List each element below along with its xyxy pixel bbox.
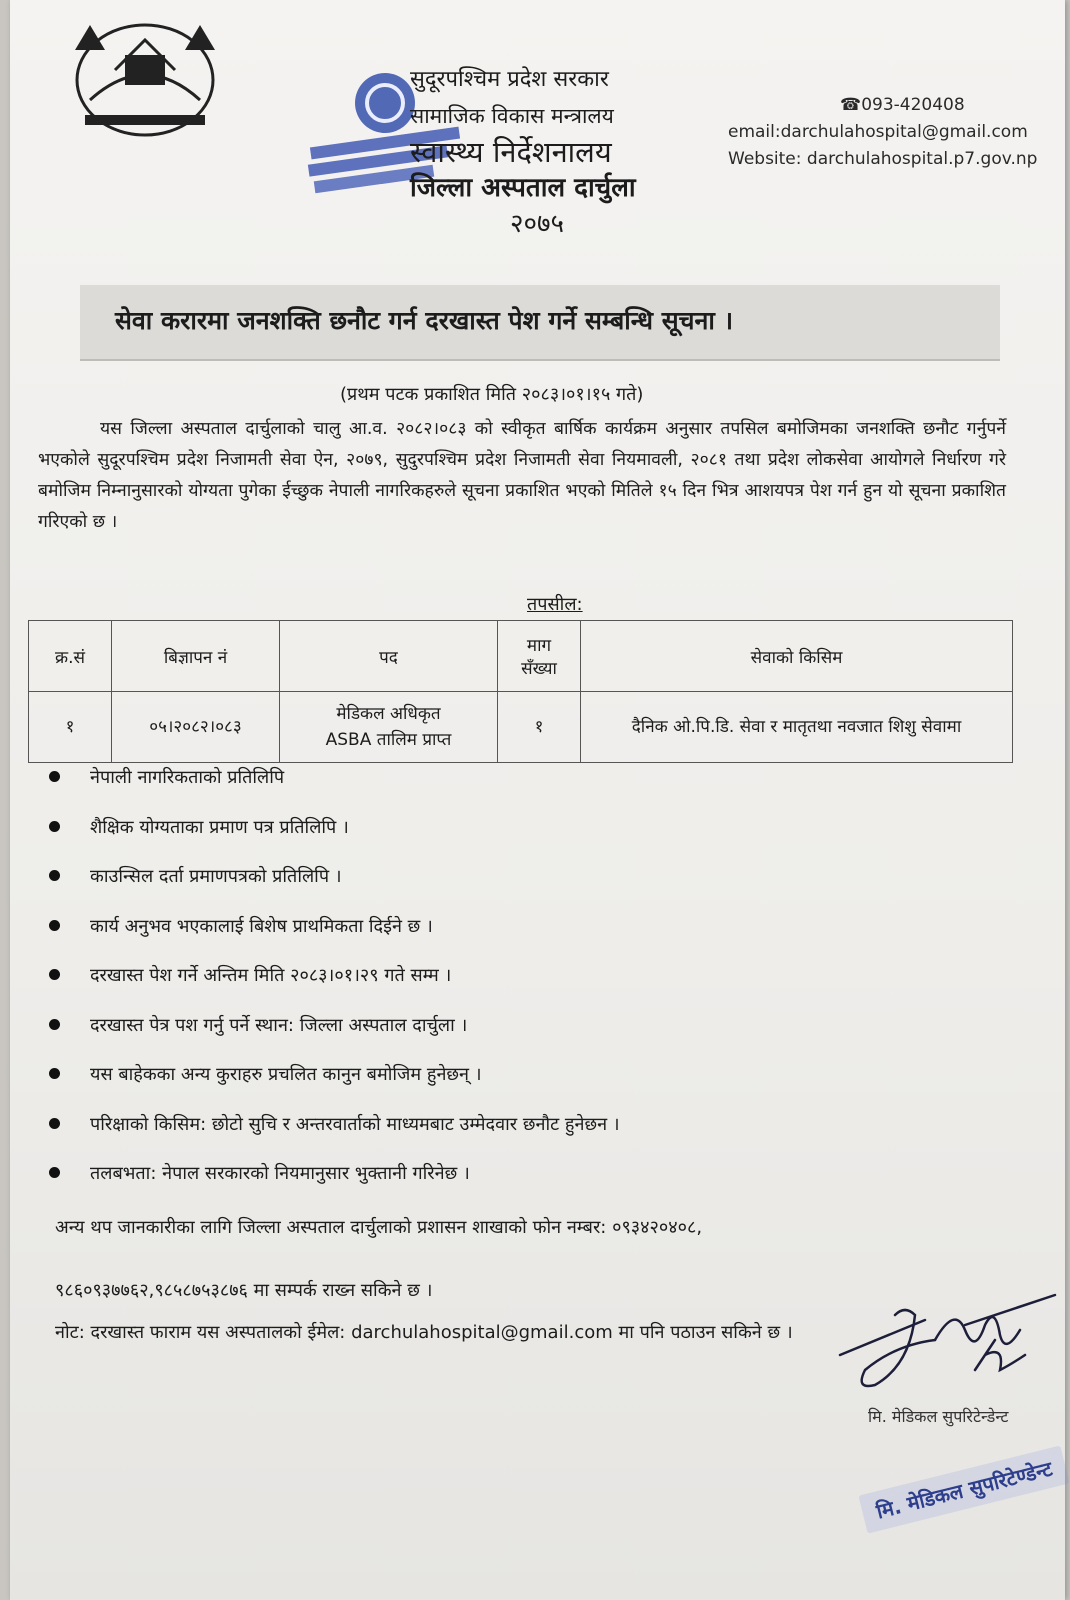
cell-sn: १ <box>29 692 112 763</box>
signature-icon <box>835 1285 1065 1405</box>
publication-date: (प्रथम पटक प्रकाशित मिति २०८३।०१।१५ गते) <box>340 384 644 405</box>
cell-demand: १ <box>498 692 581 763</box>
letterhead-year: २०७५ <box>510 209 565 239</box>
contact-website: Website: darchulahospital.p7.gov.np <box>728 149 1038 169</box>
footer-note: नोट: दरखास्त फाराम यस अस्पतालको ईमेल: darchulahospital@gmail.com मा पनि पठाउन सकिने छ । <box>55 1322 793 1343</box>
contact-email: email:darchulahospital@gmail.com <box>728 122 1028 142</box>
notice-title: सेवा करारमा जनशक्ति छनौट गर्न दरखास्त पेश गर्ने सम्बन्धि सूचना । <box>115 306 734 335</box>
details-heading: तपसील: <box>527 594 583 615</box>
bullet-icon <box>49 1068 60 1079</box>
list-item: परिक्षाको किसिम: छोटो सुचि र अन्तरवार्ताको माध्यमबाट उम्मेदवार छनौट हुनेछन । <box>45 1112 620 1162</box>
letterhead-province: सुदूरपश्चिम प्रदेश सरकार <box>410 67 609 92</box>
notice-page <box>10 0 1065 1600</box>
letterhead-directorate: स्वास्थ्य निर्देशनालय <box>410 135 612 169</box>
list-item: दरखास्त पेश गर्ने अन्तिम मिति २०८३।०१।२९ गते सम्म । <box>45 963 620 1013</box>
superintendent-stamp: मि. मेडिकल सुपरिटेण्डेन्ट <box>858 1445 1070 1533</box>
bullet-icon <box>49 1019 60 1030</box>
table-header-row <box>29 621 1013 692</box>
list-item: नेपाली नागरिकताको प्रतिलिपि <box>45 765 620 815</box>
list-item: कार्य अनुभव भएकालाई बिशेष प्राथमिकता दिईने छ । <box>45 914 620 964</box>
letterhead-ministry: सामाजिक विकास मन्त्रालय <box>410 104 614 128</box>
contact-block <box>728 92 1037 173</box>
bullet-icon <box>49 920 60 931</box>
col-demand: माग सँख्या <box>498 621 581 692</box>
letterhead <box>410 62 710 242</box>
list-item: काउन्सिल दर्ता प्रमाणपत्रको प्रतिलिपि । <box>45 864 620 914</box>
list-item: शैक्षिक योग्यताका प्रमाण पत्र प्रतिलिपि । <box>45 815 620 865</box>
cell-post: मेडिकल अधिकृत ASBA तालिम प्राप्त <box>280 692 498 763</box>
contact-phone: ☎093-420408 <box>840 95 965 115</box>
letterhead-hospital: जिल्ला अस्पताल दार्चुला <box>410 173 636 203</box>
bullet-icon <box>49 969 60 980</box>
col-ad-no: बिज्ञापन नं <box>112 621 280 692</box>
bullet-icon <box>49 771 60 782</box>
requirements-list <box>45 765 620 1211</box>
phone-icon: ☎ <box>840 95 862 115</box>
notice-body: यस जिल्ला अस्पताल दार्चुलाको चालु आ.व. २०८२।०८३ को स्वीकृत बार्षिक कार्यक्रम अनुसार तपसिल बमोजिमका जनशक्ति छनौट गर्नुपर्ने भएकोले सुदूरपश्चिम प्रदेश निजामती सेवा ऐन, २०७९, सुदुरपश्चिम प्रदेश निजामती सेवा नियमावली, २०८१ तथा प्रदेश लोकसेवा आयोगले निर्धारण गरे बमोजिम निम्नानुसारको योग्यता पुगेका ईच्छुक नेपाली नागरिकहरुले सूचना प्रकाशित भएको मितिले १५ दिन भित्र आशयपत्र पेश गर्न हुन यो सूचना प्रकाशित गरिएको छ । <box>38 419 1006 532</box>
col-post: पद <box>280 621 498 692</box>
list-item: तलबभता: नेपाल सरकारको नियमानुसार भुक्तानी गरिनेछ । <box>45 1161 620 1211</box>
vacancy-table <box>28 620 1013 763</box>
footer-contact-line-2: ९८६०९३७७६२,९८५८७५३८७६ मा सम्पर्क राख्न सकिने छ । <box>55 1280 433 1301</box>
list-item: यस बाहेकका अन्य कुराहरु प्रचलित कानुन बमोजिम हुनेछन् । <box>45 1062 620 1112</box>
cell-ad-no: ०५।२०८२।०८३ <box>112 692 280 763</box>
signatory-title: मि. मेडिकल सुपरिटेन्डेन्ट <box>868 1407 1009 1426</box>
bullet-icon <box>49 1118 60 1129</box>
bullet-icon <box>49 1167 60 1178</box>
notice-title-band <box>80 285 1000 361</box>
col-sn: क्र.सं <box>29 621 112 692</box>
bullet-icon <box>49 821 60 832</box>
cell-service: दैनिक ओ.पि.डि. सेवा र मातृतथा नवजात शिशु सेवामा <box>581 692 1013 763</box>
list-item: दरखास्त पेत्र पश गर्नु पर्ने स्थान: जिल्ला अस्पताल दार्चुला । <box>45 1013 620 1063</box>
footer-contact-line-1: अन्य थप जानकारीका लागि जिल्ला अस्पताल दार्चुलाको प्रशासन शाखाको फोन नम्बर: ०९३४२०४०८, <box>55 1217 703 1238</box>
government-emblem-icon <box>55 10 235 145</box>
col-service: सेवाको किसिम <box>581 621 1013 692</box>
table-row <box>29 692 1013 763</box>
bullet-icon <box>49 870 60 881</box>
